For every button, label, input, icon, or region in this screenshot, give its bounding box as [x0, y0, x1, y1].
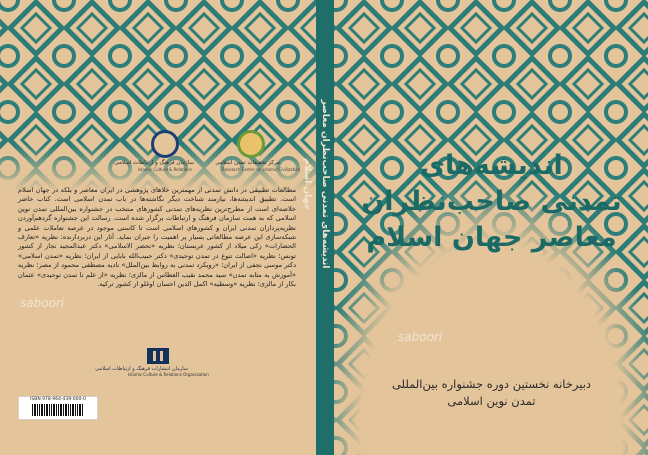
watermark-front: saboori [398, 330, 443, 344]
back-summary-text: مطالعات تطبیقی در دانش تمدنی از مهمترین خلاهای پژوهشی در ایران معاصر و بلکه در جهان اسلام است. تطبیق اندیشه‌ها، نیازمند شناخت دیگر نگاشته‌ها در باب تمدن اسلامی است. کتاب حاضر خلاصه‌ای است از مطرح‌ترین نظریه‌های تمدنی کشورهای منتخب در جشنواره بین‌المللی تمدن نوین اسلامی که به همت سازمان فرهنگ و ارتباطات برگزار شده است. رسالت این جشنواره گردهم‌آوردن نظریه‌پردازان تمدنی ایران و کشورهای اسلامی است تا کاستی موجود در عرصه تعاملات علمی و شبکه‌سازی این عرصه مطالعاتی بسیار پر اهمیت را جبران نماید. آثار این دربردارنده: نظریه «تعارف الحضارات» زکی میلاد از کشور عربستان؛ نظریه «تحضر الاسلامی» دکتر عبدالمجید نجار از کشور تونس؛ نظریه «اصالت تنوع در تمدن توحیدی» دکتر حبیب‌الله بابایی از ایران؛ نظریه «تمدن اسلامی» دکتر موسی نجفی از ایران؛ «رویکرد تمدنی به روابط بین‌الملل» نادیه مصطفی محمود از مصر؛ نظریه «آموزش به مثابه تمدن» سید محمد نقیب العطاس از مالزی؛ نظریه «از علم تا تمدن توحیدی» عثمان بکار از مالزی؛ نظریه «وسطیه» اکمل الدین احسان اوغلو از کشور ترکیه. [18, 186, 296, 289]
back-cover [0, 0, 316, 455]
org-logo-left [114, 130, 194, 180]
org-emblem-icon [151, 130, 179, 158]
book-subtitle-line2: تمدن نوین اسلامی [447, 394, 536, 408]
watermark-back: saboori [20, 296, 65, 310]
org-logo-right-name: مرکز تحقیقات تمدن اسلامی [215, 160, 280, 166]
org-logo-right [215, 130, 301, 180]
isbn-barcode [18, 396, 98, 420]
book-subtitle-line1: دبیرخانه نخستین دوره جشنواره بین‌المللی [391, 377, 592, 391]
book-title-line3: معاصر جهان اسلام [366, 222, 617, 253]
front-cover [334, 0, 648, 455]
research-emblem-icon [237, 130, 265, 158]
spine-title: اندیشه‌های تمدنی صاحب‌نظران معاصر جهان اسلام [302, 99, 330, 269]
org-logo-left-subtitle: Islamic Culture & Relations [138, 167, 192, 172]
org-logo-left-name: سازمان فرهنگ و ارتباطات اسلامی [114, 160, 194, 166]
org-logo-right-subtitle: Research Center for Islamic Civilization [222, 167, 301, 172]
isbn-number: ISBN 978-964-439-000-0 [30, 397, 86, 402]
publisher-mark-icon [147, 348, 169, 364]
barcode-icon [19, 404, 97, 416]
book-title-line1: اندیشه‌های [420, 150, 563, 181]
publisher-logo [95, 348, 209, 377]
publisher-subtitle: Islamic Culture & Relations Organization [128, 372, 209, 377]
publisher-name: سازمان انتشارات فرهنگ و ارتباطات اسلامی [95, 366, 188, 372]
book-spine [302, 0, 334, 455]
book-title-line2: تمدنی صاحب‌نظران [361, 186, 622, 217]
